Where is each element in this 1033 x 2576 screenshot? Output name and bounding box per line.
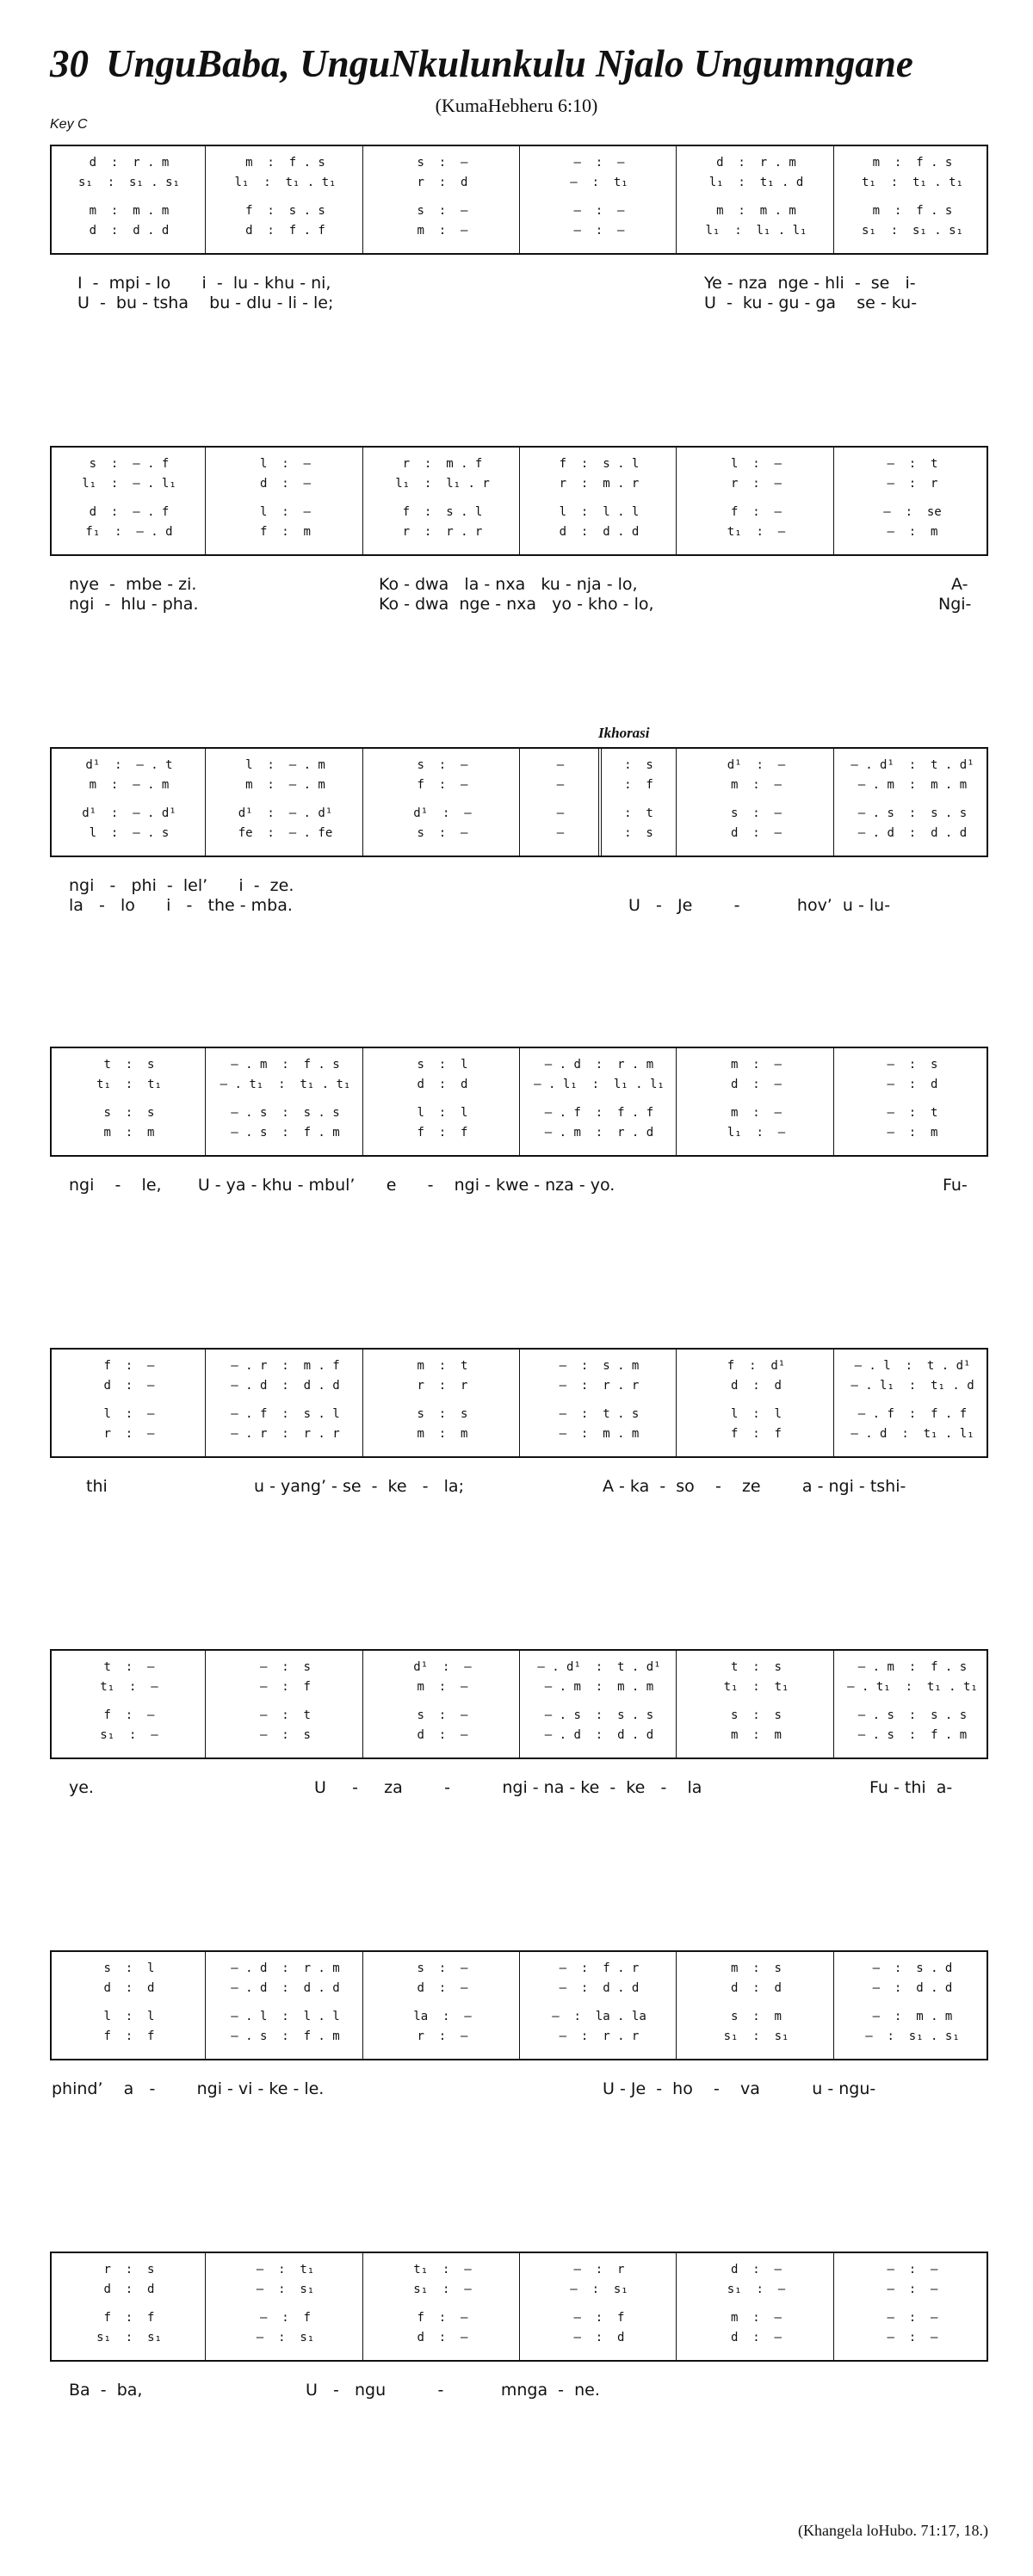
- solfa-cell: l₁ : – . l₁: [82, 477, 176, 491]
- solfa-cell: – . s : f . m: [231, 2029, 340, 2043]
- solfa-cell: r : —: [730, 477, 782, 491]
- song-title-line: [50, 41, 913, 86]
- solfa-cell: l : —: [259, 457, 311, 471]
- solfa-cell: — : s₁: [570, 2283, 628, 2296]
- notation-system: [50, 1047, 988, 1157]
- solfa-cell: l : —: [730, 457, 782, 471]
- solfa-cell: s : l: [103, 1961, 155, 1975]
- lyric-line: phind’ a - ngi - vi - ke - le.: [52, 2079, 325, 2098]
- solfa-cell: r : s: [103, 2263, 155, 2276]
- solfa-cell: — : s: [887, 1058, 938, 1072]
- solfa-cell: — : s: [259, 1728, 311, 1742]
- solfa-cell: — : t: [259, 1708, 311, 1722]
- solfa-cell: d : —: [417, 2331, 468, 2344]
- solfa-cell: – . f : f . f: [544, 1106, 654, 1120]
- solfa-cell: — : —: [573, 156, 625, 170]
- solfa-cell: d : —: [730, 826, 782, 840]
- solfa-cell: — : m . m: [872, 2010, 953, 2023]
- solfa-cell: – . l₁ : t₁ . d: [851, 1379, 974, 1393]
- solfa-cell: — : m: [887, 525, 938, 539]
- solfa-cell: d¹ : – . d¹: [238, 806, 333, 820]
- solfa-cell: — : d: [573, 2331, 625, 2344]
- solfa-cell: — : s₁: [256, 2331, 315, 2344]
- lyric-line: I - mpi - lo i - lu - khu - ni,: [77, 274, 331, 293]
- solfa-cell: — : —: [573, 224, 625, 238]
- solfa-cell: l : – . m: [245, 758, 325, 772]
- solfa-cell: – . m : m . m: [544, 1680, 654, 1694]
- solfa-cell: l₁ : l₁ . l₁: [705, 224, 807, 238]
- solfa-cell: f : s . s: [245, 204, 325, 218]
- solfa-cell: d¹ : – . t: [85, 758, 173, 772]
- solfa-cell: — : s . d: [872, 1961, 953, 1975]
- solfa-cell: d : – . f: [89, 505, 170, 519]
- solfa-cell: — : —: [573, 204, 625, 218]
- solfa-cell: – . m : m . m: [857, 778, 968, 792]
- solfa-cell: — : r . r: [559, 1379, 640, 1393]
- notation-system: [50, 446, 988, 556]
- solfa-cell: f : —: [103, 1359, 155, 1373]
- solfa-cell: —: [556, 758, 565, 772]
- solfa-cell: d : —: [259, 477, 311, 491]
- solfa-cell: d : —: [103, 1379, 155, 1393]
- lyric-line: Ba - ba,: [69, 2381, 143, 2400]
- solfa-cell: t : s: [730, 1660, 782, 1674]
- solfa-cell: — : s: [259, 1660, 311, 1674]
- lyric-line: Fu-: [943, 1176, 968, 1195]
- solfa-cell: d : —: [417, 1981, 468, 1995]
- solfa-cell: – . s : f . m: [231, 1126, 340, 1140]
- solfa-cell: s₁ : s₁ . s₁: [77, 176, 180, 189]
- solfa-cell: s : s: [417, 1407, 468, 1421]
- solfa-cell: t : —: [103, 1660, 155, 1674]
- solfa-cell: s : —: [730, 806, 782, 820]
- solfa-cell: m : m: [417, 1427, 468, 1441]
- solfa-cell: r : —: [417, 2029, 468, 2043]
- notation-system: [50, 145, 988, 255]
- solfa-cell: s : —: [417, 826, 468, 840]
- solfa-cell: d¹ : —: [413, 806, 472, 820]
- solfa-cell: s₁ : s₁ . s₁: [861, 224, 963, 238]
- solfa-cell: : f: [624, 778, 653, 792]
- solfa-cell: d : —: [730, 2263, 782, 2276]
- solfa-cell: – . m : f . s: [231, 1058, 340, 1072]
- solfa-cell: m : m: [730, 1728, 782, 1742]
- footer-reference: (Khangela loHubo. 71:17, 18.): [798, 2522, 988, 2539]
- solfa-cell: – . l₁ : l₁ . l₁: [534, 1078, 665, 1091]
- solfa-cell: m : m: [103, 1126, 155, 1140]
- solfa-cell: r : —: [103, 1427, 155, 1441]
- solfa-cell: – . d : r . m: [231, 1961, 340, 1975]
- song-number: 30: [50, 42, 89, 85]
- solfa-cell: l₁ : —: [727, 1126, 786, 1140]
- solfa-cell: — : —: [887, 2283, 938, 2296]
- solfa-cell: r : d: [417, 176, 468, 189]
- solfa-cell: fe : – . fe: [238, 826, 333, 840]
- solfa-cell: s : s: [730, 1708, 782, 1722]
- solfa-cell: d : —: [417, 1728, 468, 1742]
- solfa-cell: : s: [624, 826, 653, 840]
- solfa-cell: d : —: [730, 2331, 782, 2344]
- solfa-cell: — : la . la: [552, 2010, 646, 2023]
- solfa-cell: – . s : s . s: [544, 1708, 654, 1722]
- solfa-cell: f : s . l: [559, 457, 640, 471]
- solfa-cell: – . l : t . d¹: [854, 1359, 971, 1373]
- solfa-cell: t₁ : t₁: [723, 1680, 789, 1694]
- solfa-cell: d : d . d: [89, 224, 170, 238]
- solfa-cell: r : r: [417, 1379, 468, 1393]
- lyric-line: ngi - le, U - ya - khu - mbul’ e - ngi - kwe - nza - yo.: [69, 1176, 615, 1195]
- solfa-cell: la : —: [413, 2010, 472, 2023]
- solfa-cell: t₁ : —: [413, 2263, 472, 2276]
- solfa-cell: — : s . m: [559, 1359, 640, 1373]
- solfa-cell: m : m . m: [89, 204, 170, 218]
- lyric-line: Ngi-: [938, 595, 972, 614]
- solfa-cell: — : m: [887, 1126, 938, 1140]
- lyric-line: u - yang’ - se - ke - la;: [254, 1477, 464, 1496]
- solfa-cell: m : —: [730, 778, 782, 792]
- solfa-cell: — : f: [259, 2311, 311, 2325]
- solfa-cell: — : t: [887, 1106, 938, 1120]
- solfa-cell: t₁ : t₁ . t₁: [861, 176, 963, 189]
- solfa-cell: m : – . m: [245, 778, 325, 792]
- song-title: UnguBaba, UnguNkulunkulu Njalo Ungumngane: [106, 42, 913, 85]
- solfa-cell: — : s₁: [256, 2283, 315, 2296]
- solfa-cell: s : —: [417, 1961, 468, 1975]
- solfa-cell: m : —: [417, 224, 468, 238]
- solfa-cell: f₁ : – . d: [85, 525, 173, 539]
- lyric-line: Ko - dwa nge - nxa yo - kho - lo,: [379, 595, 654, 614]
- solfa-cell: s : —: [417, 204, 468, 218]
- solfa-cell: — : r: [887, 477, 938, 491]
- lyric-line: la - lo i - the - mba.: [69, 896, 293, 915]
- solfa-cell: – . d¹ : t . d¹: [537, 1660, 661, 1674]
- solfa-cell: f : —: [417, 778, 468, 792]
- solfa-cell: : s: [624, 758, 653, 772]
- solfa-cell: m : f . s: [872, 156, 953, 170]
- solfa-cell: s : —: [417, 156, 468, 170]
- solfa-cell: – . m : f . s: [857, 1660, 968, 1674]
- solfa-cell: m : s: [730, 1961, 782, 1975]
- solfa-cell: —: [556, 778, 565, 792]
- solfa-cell: f : d¹: [727, 1359, 786, 1373]
- solfa-cell: f : f: [730, 1427, 782, 1441]
- solfa-cell: s₁ : s₁: [96, 2331, 162, 2344]
- solfa-cell: r : m . f: [402, 457, 483, 471]
- solfa-cell: : t: [624, 806, 653, 820]
- solfa-cell: t₁ : —: [100, 1680, 158, 1694]
- solfa-cell: s : —: [417, 1708, 468, 1722]
- solfa-cell: – . d : d . d: [231, 1379, 340, 1393]
- solfa-cell: – . d : d . d: [231, 1981, 340, 1995]
- lyric-line: Ko - dwa la - nxa ku - nja - lo,: [379, 575, 638, 594]
- solfa-cell: – . d¹ : t . d¹: [851, 758, 974, 772]
- solfa-cell: f : —: [417, 2311, 468, 2325]
- solfa-cell: m : —: [417, 1680, 468, 1694]
- solfa-cell: — : f . r: [559, 1961, 640, 1975]
- solfa-cell: – . d : d . d: [544, 1728, 654, 1742]
- solfa-cell: l : – . s: [89, 826, 170, 840]
- solfa-cell: l₁ : t₁ . t₁: [234, 176, 337, 189]
- solfa-cell: – . d : t₁ . l₁: [851, 1427, 974, 1441]
- solfa-cell: — : se: [883, 505, 942, 519]
- lyric-line: U - za - ngi - na - ke - ke - la: [314, 1778, 702, 1797]
- solfa-cell: d : r . m: [716, 156, 796, 170]
- solfa-cell: t : s: [103, 1058, 155, 1072]
- solfa-cell: – . d : d . d: [857, 826, 968, 840]
- solfa-cell: – . m : r . d: [544, 1126, 654, 1140]
- solfa-cell: — : s₁ . s₁: [865, 2029, 960, 2043]
- lyric-line: A - ka - so - ze a - ngi - tshi-: [603, 1477, 906, 1496]
- solfa-cell: — : f: [259, 1680, 311, 1694]
- solfa-cell: – . s : s . s: [231, 1106, 340, 1120]
- solfa-cell: d : f . f: [245, 224, 325, 238]
- solfa-cell: t₁ : t₁: [96, 1078, 162, 1091]
- solfa-cell: — : d . d: [559, 1981, 640, 1995]
- solfa-cell: f : s . l: [402, 505, 483, 519]
- solfa-cell: — : —: [887, 2331, 938, 2344]
- solfa-cell: —: [556, 806, 565, 820]
- solfa-cell: m : —: [730, 1106, 782, 1120]
- section-label: Ikhorasi: [598, 725, 650, 741]
- key-signature: Key C: [50, 117, 88, 132]
- solfa-cell: — : m . m: [559, 1427, 640, 1441]
- solfa-cell: d : d: [103, 1981, 155, 1995]
- lyric-line: U - bu - tsha bu - dlu - li - le;: [77, 293, 334, 312]
- solfa-cell: l : l: [730, 1407, 782, 1421]
- solfa-cell: l : —: [259, 505, 311, 519]
- solfa-cell: l : l: [103, 2010, 155, 2023]
- solfa-cell: t₁ : —: [727, 525, 786, 539]
- solfa-cell: l : l: [417, 1106, 468, 1120]
- solfa-cell: s : —: [417, 758, 468, 772]
- solfa-cell: l₁ : t₁ . d: [708, 176, 804, 189]
- solfa-cell: s₁ : —: [413, 2283, 472, 2296]
- solfa-cell: m : – . m: [89, 778, 170, 792]
- solfa-cell: —: [556, 826, 565, 840]
- lyric-line: U - Je - ho - va u - ngu-: [603, 2079, 876, 2098]
- solfa-cell: – . r : m . f: [231, 1359, 340, 1373]
- solfa-cell: s : m: [730, 2010, 782, 2023]
- solfa-cell: d : r . m: [89, 156, 170, 170]
- lyric-line: ngi - phi - lel’ i - ze.: [69, 876, 294, 895]
- solfa-cell: f : f: [103, 2029, 155, 2043]
- lyric-line: U - ngu - mnga - ne.: [306, 2381, 600, 2400]
- notation-system: [50, 2252, 988, 2362]
- solfa-cell: — : f: [573, 2311, 625, 2325]
- solfa-cell: – . t₁ : t₁ . t₁: [220, 1078, 351, 1091]
- solfa-cell: s₁ : —: [727, 2283, 786, 2296]
- solfa-cell: m : f . s: [245, 156, 325, 170]
- solfa-cell: d¹ : —: [413, 1660, 472, 1674]
- solfa-cell: s₁ : s₁: [723, 2029, 789, 2043]
- solfa-cell: r : r . r: [402, 525, 483, 539]
- solfa-cell: r : m . r: [559, 477, 640, 491]
- solfa-cell: l : —: [103, 1407, 155, 1421]
- solfa-cell: l : l . l: [559, 505, 640, 519]
- notation-system: [50, 1950, 988, 2060]
- notation-system: [50, 747, 988, 857]
- lyric-line: Fu - thi a-: [869, 1778, 953, 1797]
- solfa-cell: d¹ : – . d¹: [82, 806, 176, 820]
- lyric-line: A-: [951, 575, 968, 594]
- lyric-line: U - ku - gu - ga se - ku-: [704, 293, 918, 312]
- solfa-cell: d : —: [730, 1078, 782, 1091]
- solfa-cell: — : t . s: [559, 1407, 640, 1421]
- solfa-cell: — : r: [573, 2263, 625, 2276]
- scripture-reference: (KumaHebheru 6:10): [435, 95, 598, 116]
- solfa-cell: — : t₁: [256, 2263, 315, 2276]
- solfa-cell: – . s : s . s: [857, 806, 968, 820]
- solfa-cell: m : f . s: [872, 204, 953, 218]
- solfa-cell: d : d: [417, 1078, 468, 1091]
- solfa-cell: m : m . m: [716, 204, 796, 218]
- lyric-line: ye.: [69, 1778, 94, 1797]
- solfa-cell: – . r : r . r: [231, 1427, 340, 1441]
- solfa-cell: d : d . d: [559, 525, 640, 539]
- solfa-cell: d : d: [730, 1981, 782, 1995]
- solfa-cell: – . t₁ : t₁ . t₁: [847, 1680, 978, 1694]
- solfa-cell: — : d . d: [872, 1981, 953, 1995]
- solfa-cell: f : —: [730, 505, 782, 519]
- lyric-line: nye - mbe - zi.: [69, 575, 197, 594]
- solfa-cell: – . s : f . m: [857, 1728, 968, 1742]
- solfa-cell: – . f : s . l: [231, 1407, 340, 1421]
- solfa-cell: — : t₁: [570, 176, 628, 189]
- lyric-line: Ye - nza nge - hli - se i-: [704, 274, 916, 293]
- solfa-cell: – . s : s . s: [857, 1708, 968, 1722]
- solfa-cell: d : d: [730, 1379, 782, 1393]
- solfa-cell: d : d: [103, 2283, 155, 2296]
- solfa-cell: d¹ : —: [727, 758, 786, 772]
- solfa-cell: m : t: [417, 1359, 468, 1373]
- solfa-cell: f : f: [417, 1126, 468, 1140]
- solfa-cell: l₁ : l₁ . r: [395, 477, 490, 491]
- notation-system: [50, 1649, 988, 1759]
- lyric-line: thi: [86, 1477, 108, 1496]
- solfa-cell: — : t: [887, 457, 938, 471]
- solfa-cell: s : – . f: [89, 457, 170, 471]
- lyric-line: ngi - hlu - pha.: [69, 595, 199, 614]
- solfa-cell: — : r . r: [559, 2029, 640, 2043]
- solfa-cell: s₁ : —: [100, 1728, 158, 1742]
- solfa-cell: m : —: [730, 2311, 782, 2325]
- solfa-cell: f : f: [103, 2311, 155, 2325]
- notation-system: [50, 1348, 988, 1458]
- solfa-cell: s : s: [103, 1106, 155, 1120]
- solfa-cell: f : m: [259, 525, 311, 539]
- solfa-cell: f : —: [103, 1708, 155, 1722]
- lyric-line: U - Je - hov’ u - lu-: [628, 896, 891, 915]
- solfa-cell: – . l : l . l: [231, 2010, 340, 2023]
- solfa-cell: — : d: [887, 1078, 938, 1091]
- solfa-cell: — : —: [887, 2263, 938, 2276]
- solfa-cell: m : —: [730, 1058, 782, 1072]
- solfa-cell: – . f : f . f: [857, 1407, 968, 1421]
- solfa-cell: – . d : r . m: [544, 1058, 654, 1072]
- solfa-cell: s : l: [417, 1058, 468, 1072]
- solfa-cell: — : —: [887, 2311, 938, 2325]
